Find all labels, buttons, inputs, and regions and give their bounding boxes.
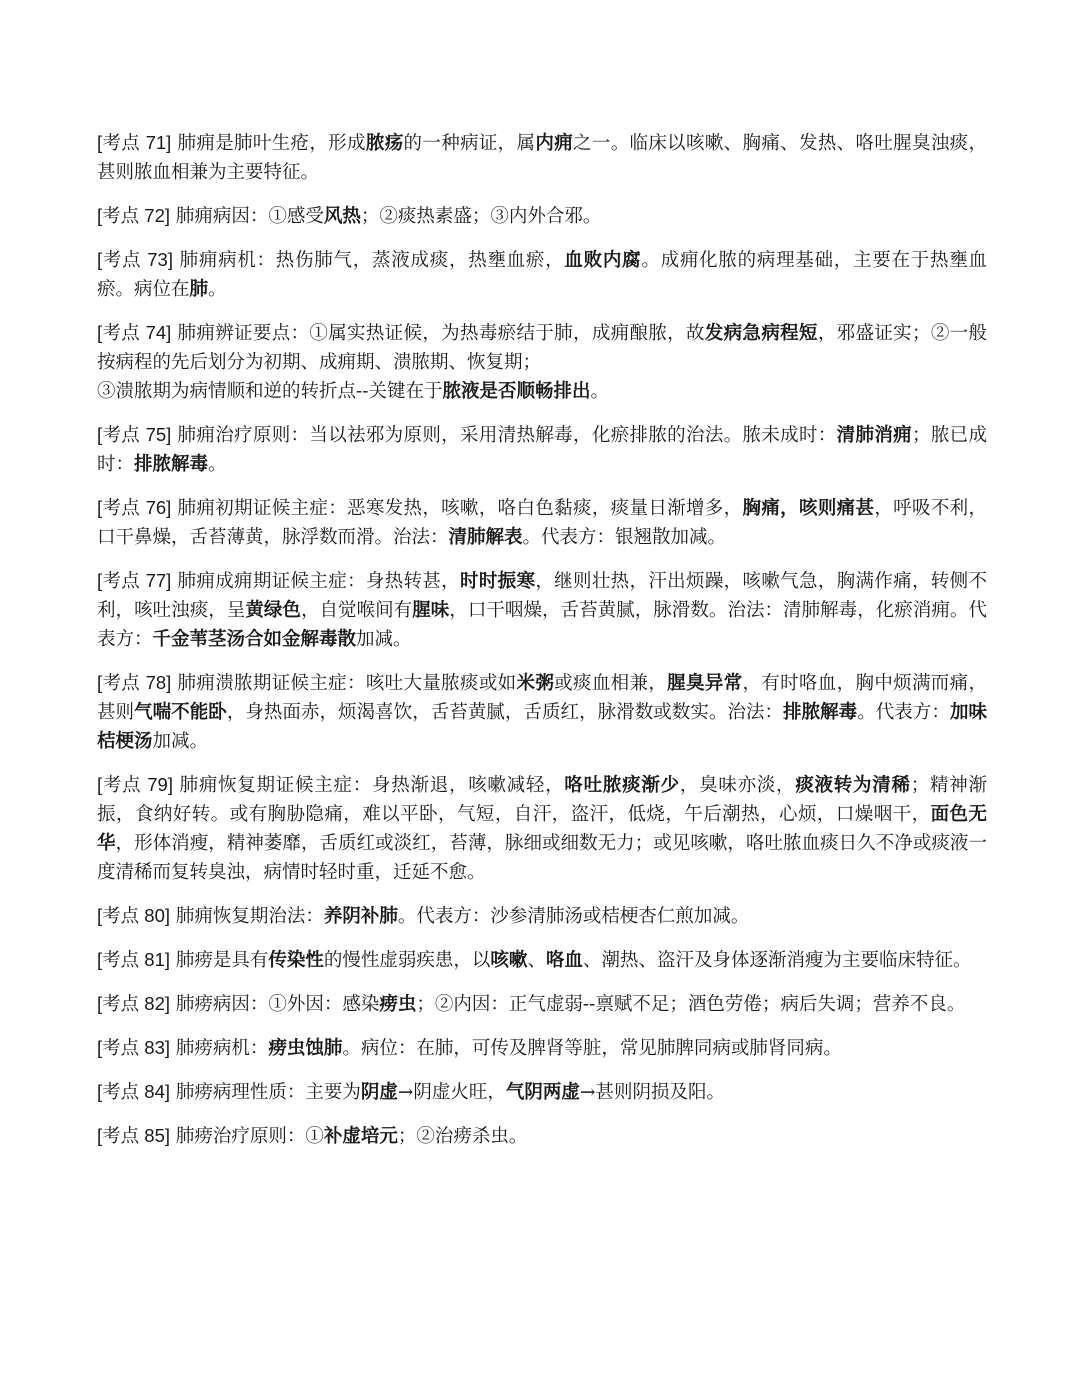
body-text: 肺痈辨证要点：①属实热证候，为热毒瘀结于肺，成痈酿脓，故 bbox=[171, 323, 705, 344]
exam-point-tag: [考点 81] bbox=[97, 949, 170, 970]
exam-point-tag: [考点 76] bbox=[97, 497, 172, 518]
exam-point-paragraph bbox=[97, 128, 987, 187]
exam-point-tag: [考点 82] bbox=[97, 993, 170, 1014]
body-text: ，呼吸不利，口干鼻燥，舌苔薄黄，脉浮数而滑。治法： bbox=[97, 498, 987, 548]
exam-point-paragraph bbox=[97, 901, 987, 931]
bold-key-term: 补虚培元 bbox=[323, 1126, 398, 1147]
bold-key-term: 脓液是否顺畅排出 bbox=[442, 381, 591, 402]
body-text: →甚则阴损及阳。 bbox=[579, 1082, 725, 1103]
bold-key-term: 米粥 bbox=[516, 673, 555, 694]
body-text: ，身热面赤，烦渴喜饮，舌苔黄腻，舌质红，脉滑数或数实。治法： bbox=[226, 702, 784, 723]
bold-key-term: 咯血 bbox=[545, 950, 583, 971]
bold-key-term: 内痈 bbox=[535, 133, 574, 154]
body-text: ，继则壮热，汗出烦躁，咳嗽气急，胸满作痛，转侧不利，咳吐浊痰，呈 bbox=[97, 571, 987, 621]
exam-point-paragraph bbox=[97, 201, 987, 231]
body-text: ；脓已成时： bbox=[97, 425, 987, 475]
document-page bbox=[97, 128, 987, 1165]
body-text: 的慢性虚弱疾患，以 bbox=[323, 950, 491, 971]
bold-key-term: 腥味 bbox=[412, 600, 450, 621]
body-text: 或痰血相兼， bbox=[554, 673, 668, 694]
exam-point-tag: [考点 73] bbox=[97, 249, 173, 270]
body-text: 加减。 bbox=[356, 629, 412, 650]
bold-key-term: 传染性 bbox=[268, 950, 324, 971]
bold-key-term: 痰液转为清稀 bbox=[795, 775, 911, 796]
body-text: 肺痈治疗原则：当以祛邪为原则，采用清热解毒，化瘀排脓的治法。脓未成时： bbox=[171, 425, 837, 446]
bold-key-term: 加味桔梗汤 bbox=[97, 702, 987, 752]
body-text: 肺痈病因：①感受 bbox=[170, 206, 324, 227]
body-text: 、潮热、盗汗及身体逐渐消瘦为主要临床特征。 bbox=[582, 950, 972, 971]
body-text: 。代表方：沙参清肺汤或桔梗杏仁煎加减。 bbox=[397, 906, 750, 927]
exam-point-paragraph bbox=[97, 945, 987, 975]
exam-point-tag: [考点 74] bbox=[97, 322, 172, 343]
body-text: 肺痈病机：热伤肺气，蒸液成痰，热壅血瘀， bbox=[172, 250, 565, 271]
body-text: 、 bbox=[527, 950, 546, 971]
bold-key-term: 痨虫蚀肺 bbox=[268, 1038, 343, 1059]
bold-key-term: 清肺解表 bbox=[448, 527, 523, 548]
body-text: ，臭味亦淡， bbox=[679, 775, 796, 796]
exam-point-tag: [考点 71] bbox=[97, 132, 172, 153]
body-text: ，自觉喉间有 bbox=[300, 600, 413, 621]
bold-key-term: 排脓解毒 bbox=[134, 454, 209, 475]
exam-point-paragraph bbox=[97, 318, 987, 406]
body-text: 肺痈溃脓期证候主症：咳吐大量脓痰或如 bbox=[171, 673, 517, 694]
bold-key-term: 养阴补肺 bbox=[323, 906, 398, 927]
body-text: 肺痨病因：①外因：感染 bbox=[170, 994, 380, 1015]
exam-point-paragraph bbox=[97, 420, 987, 479]
body-text: 之一。临床以咳嗽、胸痛、发热、咯吐腥臭浊痰，甚则脓血相兼为主要特征。 bbox=[97, 133, 987, 183]
body-text: 肺痨病理性质：主要为 bbox=[170, 1082, 361, 1103]
body-text: 的一种病证，属 bbox=[403, 133, 536, 154]
bold-key-term: 千金苇茎汤合如金解毒散 bbox=[152, 629, 357, 650]
bold-key-term: 时时振寒 bbox=[460, 571, 536, 592]
body-text: ，形体消瘦，精神萎靡，舌质红或淡红，苔薄，脉细或细数无力；或见咳嗽，咯吐脓血痰日久不净或痰液一度清稀而复转臭浊，病情时轻时重，迁延不愈。 bbox=[97, 833, 987, 883]
body-text: 肺痨是具有 bbox=[170, 950, 269, 971]
body-text: 。 bbox=[208, 454, 227, 475]
exam-point-tag: [考点 77] bbox=[97, 570, 172, 591]
bold-key-term: 咳嗽 bbox=[490, 950, 528, 971]
bold-key-term: 气喘不能卧 bbox=[134, 702, 227, 723]
bold-key-term: 血败内腐 bbox=[564, 250, 642, 271]
exam-point-tag: [考点 72] bbox=[97, 205, 170, 226]
bold-key-term: 清肺消痈 bbox=[836, 425, 912, 446]
bold-key-term: 痨虫 bbox=[379, 994, 417, 1015]
exam-point-paragraph bbox=[97, 566, 987, 654]
bold-key-term: 黄绿色 bbox=[245, 600, 301, 621]
bold-key-term: 阴虚 bbox=[360, 1082, 398, 1103]
exam-point-paragraph bbox=[97, 245, 987, 304]
bold-key-term: 面色无华 bbox=[97, 804, 987, 854]
body-text: 。成痈化脓的病理基础，主要在于热壅血瘀。病位在 bbox=[97, 250, 987, 300]
exam-point-tag: [考点 79] bbox=[97, 774, 173, 795]
body-text: 。 bbox=[208, 279, 227, 300]
exam-point-paragraph bbox=[97, 989, 987, 1019]
exam-point-paragraph bbox=[97, 770, 987, 887]
exam-point-tag: [考点 85] bbox=[97, 1125, 170, 1146]
body-text: 肺痈是肺叶生疮，形成 bbox=[171, 133, 366, 154]
body-text: 肺痨病机： bbox=[170, 1038, 269, 1059]
body-text: 肺痈恢复期治法： bbox=[170, 906, 324, 927]
bold-key-term: 发病急病程短 bbox=[704, 323, 818, 344]
body-text: 。病位：在肺，可传及脾肾等脏，常见肺脾同病或肺肾同病。 bbox=[342, 1038, 842, 1059]
body-text: 。代表方：银翘散加减。 bbox=[522, 527, 727, 548]
body-text: ③溃脓期为病情顺和逆的转折点--关键在于 bbox=[97, 381, 443, 402]
exam-point-tag: [考点 80] bbox=[97, 905, 170, 926]
body-text: 肺痈恢复期证候主症：身热渐退，咳嗽减轻， bbox=[172, 775, 565, 796]
body-text: 。代表方： bbox=[857, 702, 950, 723]
body-text: 加减。 bbox=[152, 731, 209, 752]
bold-key-term: 肺 bbox=[189, 279, 209, 300]
exam-point-paragraph bbox=[97, 1033, 987, 1063]
exam-point-tag: [考点 84] bbox=[97, 1081, 170, 1102]
exam-point-paragraph bbox=[97, 1077, 987, 1107]
exam-point-tag: [考点 75] bbox=[97, 424, 172, 445]
bold-key-term: 脓疡 bbox=[365, 133, 404, 154]
body-text: ，邪盛证实；②一般按病程的先后划分为初期、成痈期、溃脓期、恢复期； bbox=[97, 323, 987, 373]
bold-key-term: 腥臭异常 bbox=[667, 673, 743, 694]
body-text: ；②治痨杀虫。 bbox=[397, 1126, 528, 1147]
exam-point-paragraph bbox=[97, 493, 987, 552]
body-text: ，有时咯血，胸中烦满而痛，甚则 bbox=[97, 673, 987, 723]
body-text: ；②内因：正气虚弱--禀赋不足；酒色劳倦；病后失调；营养不良。 bbox=[416, 994, 966, 1015]
body-text: ；②痰热素盛；③内外合邪。 bbox=[360, 206, 602, 227]
bold-key-term: 排脓解毒 bbox=[783, 702, 858, 723]
exam-point-paragraph bbox=[97, 668, 987, 756]
body-text: ，口干咽燥，舌苔黄腻，脉滑数。治法：清肺解毒，化瘀消痈。代表方： bbox=[97, 600, 987, 650]
body-text: 肺痨治疗原则：① bbox=[170, 1126, 324, 1147]
bold-key-term: 气阴两虚 bbox=[505, 1082, 580, 1103]
exam-point-tag: [考点 83] bbox=[97, 1037, 170, 1058]
body-text: 肺痈成痈期证候主症：身热转甚， bbox=[171, 571, 461, 592]
exam-point-tag: [考点 78] bbox=[97, 672, 172, 693]
exam-point-paragraph bbox=[97, 1121, 987, 1151]
bold-key-term: 咯吐脓痰渐少 bbox=[564, 775, 680, 796]
body-text: 。 bbox=[590, 381, 610, 402]
bold-key-term: 胸痛，咳则痛甚 bbox=[742, 498, 875, 519]
body-text: →阴虚火旺， bbox=[397, 1082, 506, 1103]
bold-key-term: 风热 bbox=[323, 206, 361, 227]
body-text: 肺痈初期证候主症：恶寒发热，咳嗽，咯白色黏痰，痰量日渐增多， bbox=[171, 498, 743, 519]
body-text: ；精神渐振，食纳好转。或有胸胁隐痛，难以平卧，气短，自汗，盗汗，低烧，午后潮热，心烦，口燥咽干， bbox=[97, 775, 987, 825]
